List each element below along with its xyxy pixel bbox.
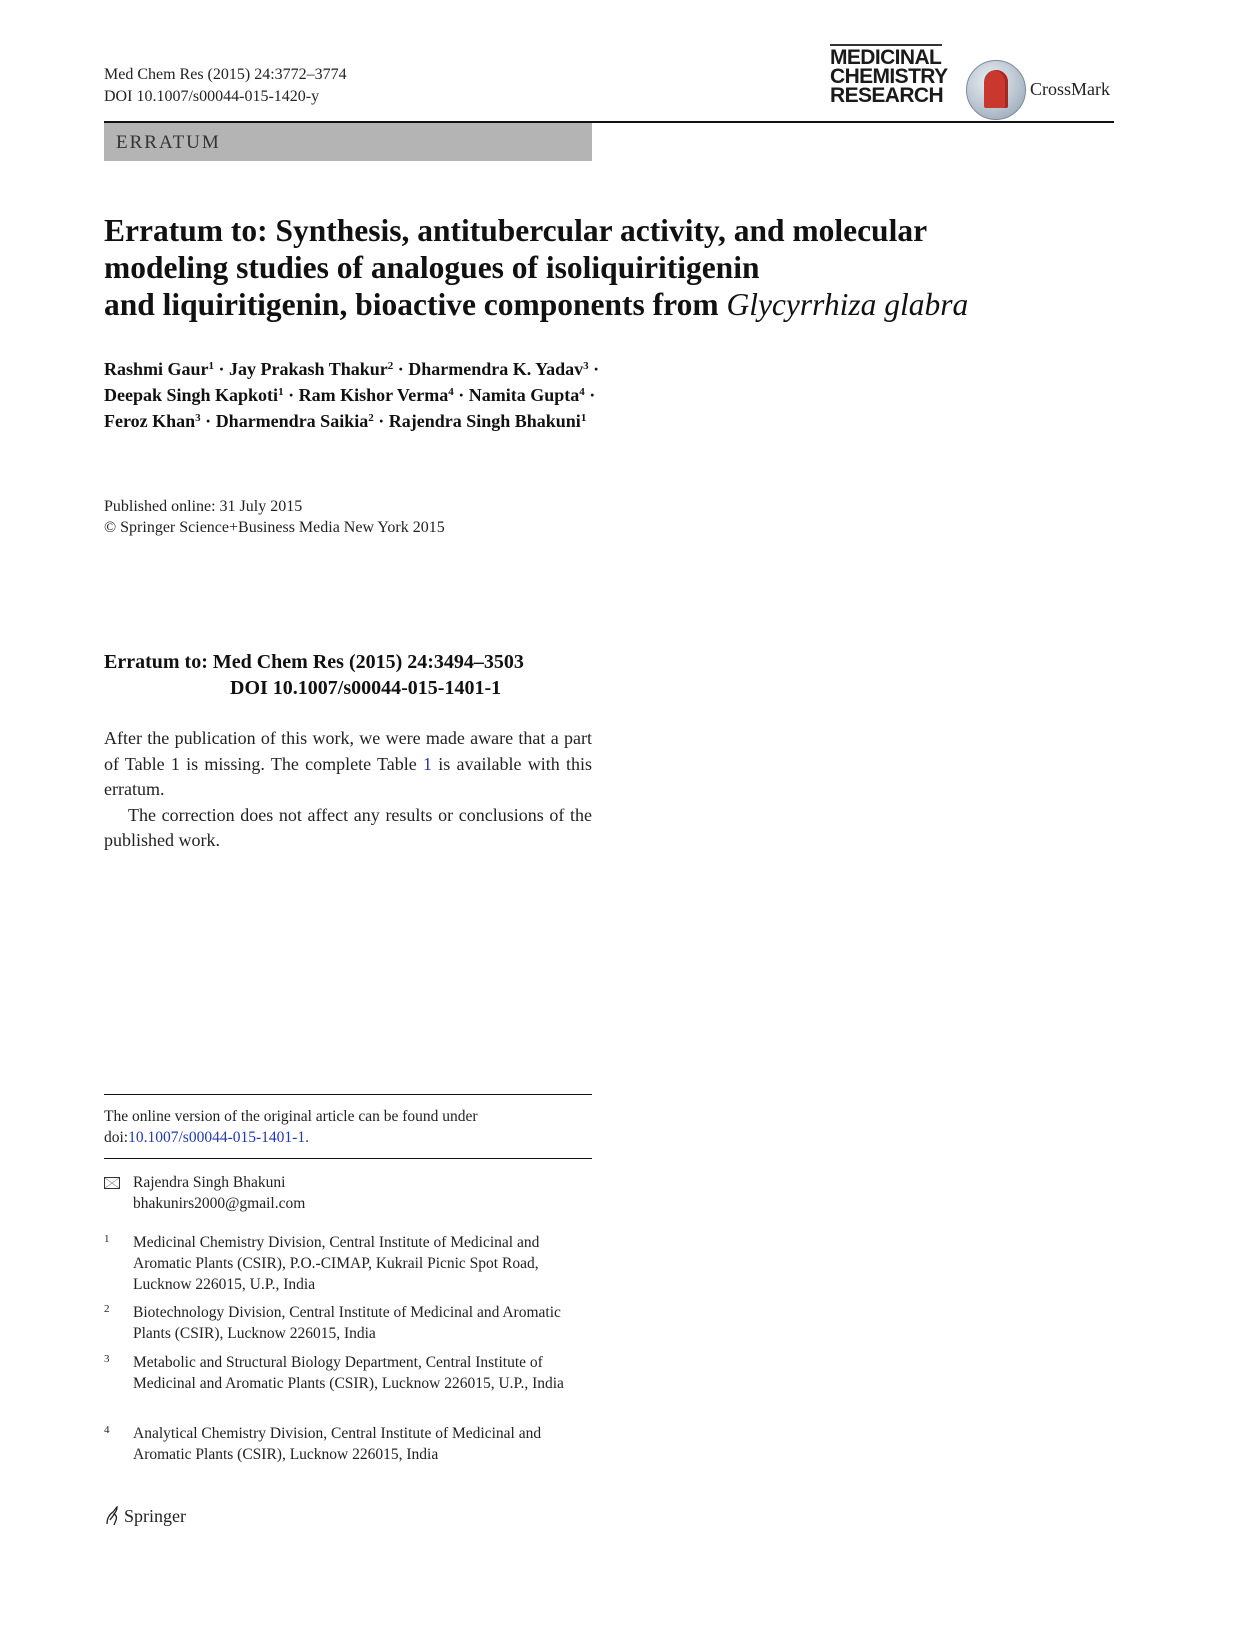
author-separator: · — [200, 411, 216, 431]
article-doi: DOI 10.1007/s00044-015-1420-y — [104, 88, 320, 105]
author-affiliation: 1 — [278, 386, 284, 398]
original-article-link[interactable]: 10.1007/s00044-015-1401-1. — [128, 1129, 309, 1146]
paragraph: The correction does not affect any results or conclusions of the published work. — [104, 804, 592, 850]
author-affiliation: 3 — [195, 412, 201, 424]
corresponding-author — [104, 1172, 305, 1214]
paragraph-text: is available with this erratum. — [104, 753, 592, 799]
journal-logo — [830, 48, 948, 105]
affiliation — [104, 1423, 592, 1465]
table-link[interactable]: 1 — [422, 753, 432, 774]
author-separator: · — [373, 411, 389, 431]
author-separator: · — [393, 359, 409, 379]
author-separator: · — [584, 385, 596, 405]
footnote-divider — [104, 1094, 592, 1095]
author-name: Jay Prakash Thakur — [229, 359, 388, 379]
author-line — [104, 356, 824, 382]
title-line: modeling studies of analogues of isoliquiritigenin — [104, 250, 760, 285]
affiliation-number: 1 — [104, 1233, 110, 1245]
author-separator: · — [453, 385, 469, 405]
section-heading — [104, 649, 524, 701]
author-line — [104, 382, 824, 408]
journal-citation: Med Chem Res (2015) 24:3772–3774 — [104, 66, 347, 83]
species-name: Glycyrrhiza glabra — [726, 287, 969, 322]
affiliation-text: Medicinal Chemistry Division, Central Institute of Medicinal and Aromatic Plants (CSIR), P.O.-CIMAP, Kukrail Picnic Spot Road, Lucknow 226015, U.P., India — [133, 1234, 540, 1293]
crossmark-icon[interactable] — [966, 60, 1026, 120]
author-affiliation: 1 — [208, 360, 215, 372]
online-version-note — [104, 1106, 592, 1148]
corresponding-author-email[interactable]: bhakunirs2000@gmail.com — [133, 1195, 306, 1212]
doi-prefix: doi: — [104, 1129, 129, 1146]
title-line-text: and liquiritigenin, bioactive components from — [104, 287, 727, 322]
paragraph-text: After the publication of this work, we were made aware that a part of Table 1 is missing. The complete Table — [104, 728, 592, 774]
affiliation-number: 2 — [104, 1303, 110, 1315]
author-name: Rajendra Singh Bhakuni — [388, 411, 581, 431]
logo-line: MEDICINAL — [830, 46, 942, 69]
article-type-bar — [104, 123, 592, 161]
author-separator: · — [214, 359, 230, 379]
author-name: Deepak Singh Kapkoti — [104, 385, 279, 405]
bookmark-icon — [984, 70, 1008, 108]
online-version-text: The online version of the original article can be found under — [104, 1108, 478, 1125]
author-name: Dharmendra K. Yadav — [408, 359, 584, 379]
author-name: Rashmi Gaur — [104, 359, 209, 379]
section-heading-line: Erratum to: Med Chem Res (2015) 24:3494–3503 — [104, 651, 524, 673]
affiliation — [104, 1232, 592, 1295]
corresponding-author-details — [133, 1172, 305, 1214]
affiliation-number: 3 — [104, 1353, 110, 1365]
body-text — [104, 726, 592, 854]
title-line — [104, 286, 1114, 323]
article-type-label: ERRATUM — [116, 132, 221, 153]
online-version-doi — [104, 1127, 592, 1148]
author-line — [104, 408, 824, 434]
author-separator: · — [283, 385, 299, 405]
crossmark-label[interactable]: CrossMark — [1030, 79, 1110, 99]
logo-rule — [830, 44, 942, 46]
author-affiliation: 1 — [580, 412, 587, 424]
paragraph — [104, 726, 592, 803]
author-name: Ram Kishor Verma — [298, 385, 449, 405]
author-name: Dharmendra Saikia — [215, 411, 369, 431]
publisher-name: Springer — [124, 1506, 186, 1526]
corresponding-author-name: Rajendra Singh Bhakuni — [133, 1174, 286, 1191]
title-line: Erratum to: Synthesis, antitubercular activity, and molecular — [104, 213, 928, 248]
footnote-divider — [104, 1158, 592, 1159]
envelope-icon — [104, 1177, 120, 1189]
author-affiliation: 4 — [448, 386, 454, 398]
author-name: Feroz Khan — [104, 411, 196, 431]
section-heading-doi: DOI 10.1007/s00044-015-1401-1 — [230, 677, 502, 699]
affiliation-number: 4 — [104, 1424, 110, 1436]
affiliation — [104, 1352, 592, 1394]
publisher-footer — [104, 1506, 186, 1527]
author-name: Namita Gupta — [468, 385, 580, 405]
author-affiliation: 3 — [583, 360, 589, 372]
author-affiliation: 4 — [579, 386, 585, 398]
logo-line: RESEARCH — [830, 84, 944, 107]
author-affiliation: 2 — [387, 360, 394, 372]
publication-info — [104, 496, 445, 538]
author-affiliation: 2 — [368, 412, 374, 424]
springer-horse-icon — [104, 1506, 120, 1526]
article-title — [104, 212, 1114, 323]
logo-line: CHEMISTRY — [830, 65, 948, 88]
affiliation-text: Biotechnology Division, Central Institute of Medicinal and Aromatic Plants (CSIR), Lucknow 226015, India — [133, 1304, 561, 1342]
author-separator: · — [588, 359, 600, 379]
published-online-date: Published online: 31 July 2015 — [104, 498, 303, 515]
affiliation — [104, 1302, 592, 1344]
journal-reference — [104, 64, 347, 108]
author-list — [104, 356, 824, 434]
affiliation-text: Analytical Chemistry Division, Central Institute of Medicinal and Aromatic Plants (CSIR), Lucknow 226015, India — [133, 1425, 542, 1463]
copyright-notice: © Springer Science+Business Media New York 2015 — [104, 519, 445, 536]
affiliation-text: Metabolic and Structural Biology Department, Central Institute of Medicinal and Aromatic Plants (CSIR), Lucknow 226015, U.P., India — [133, 1354, 564, 1392]
